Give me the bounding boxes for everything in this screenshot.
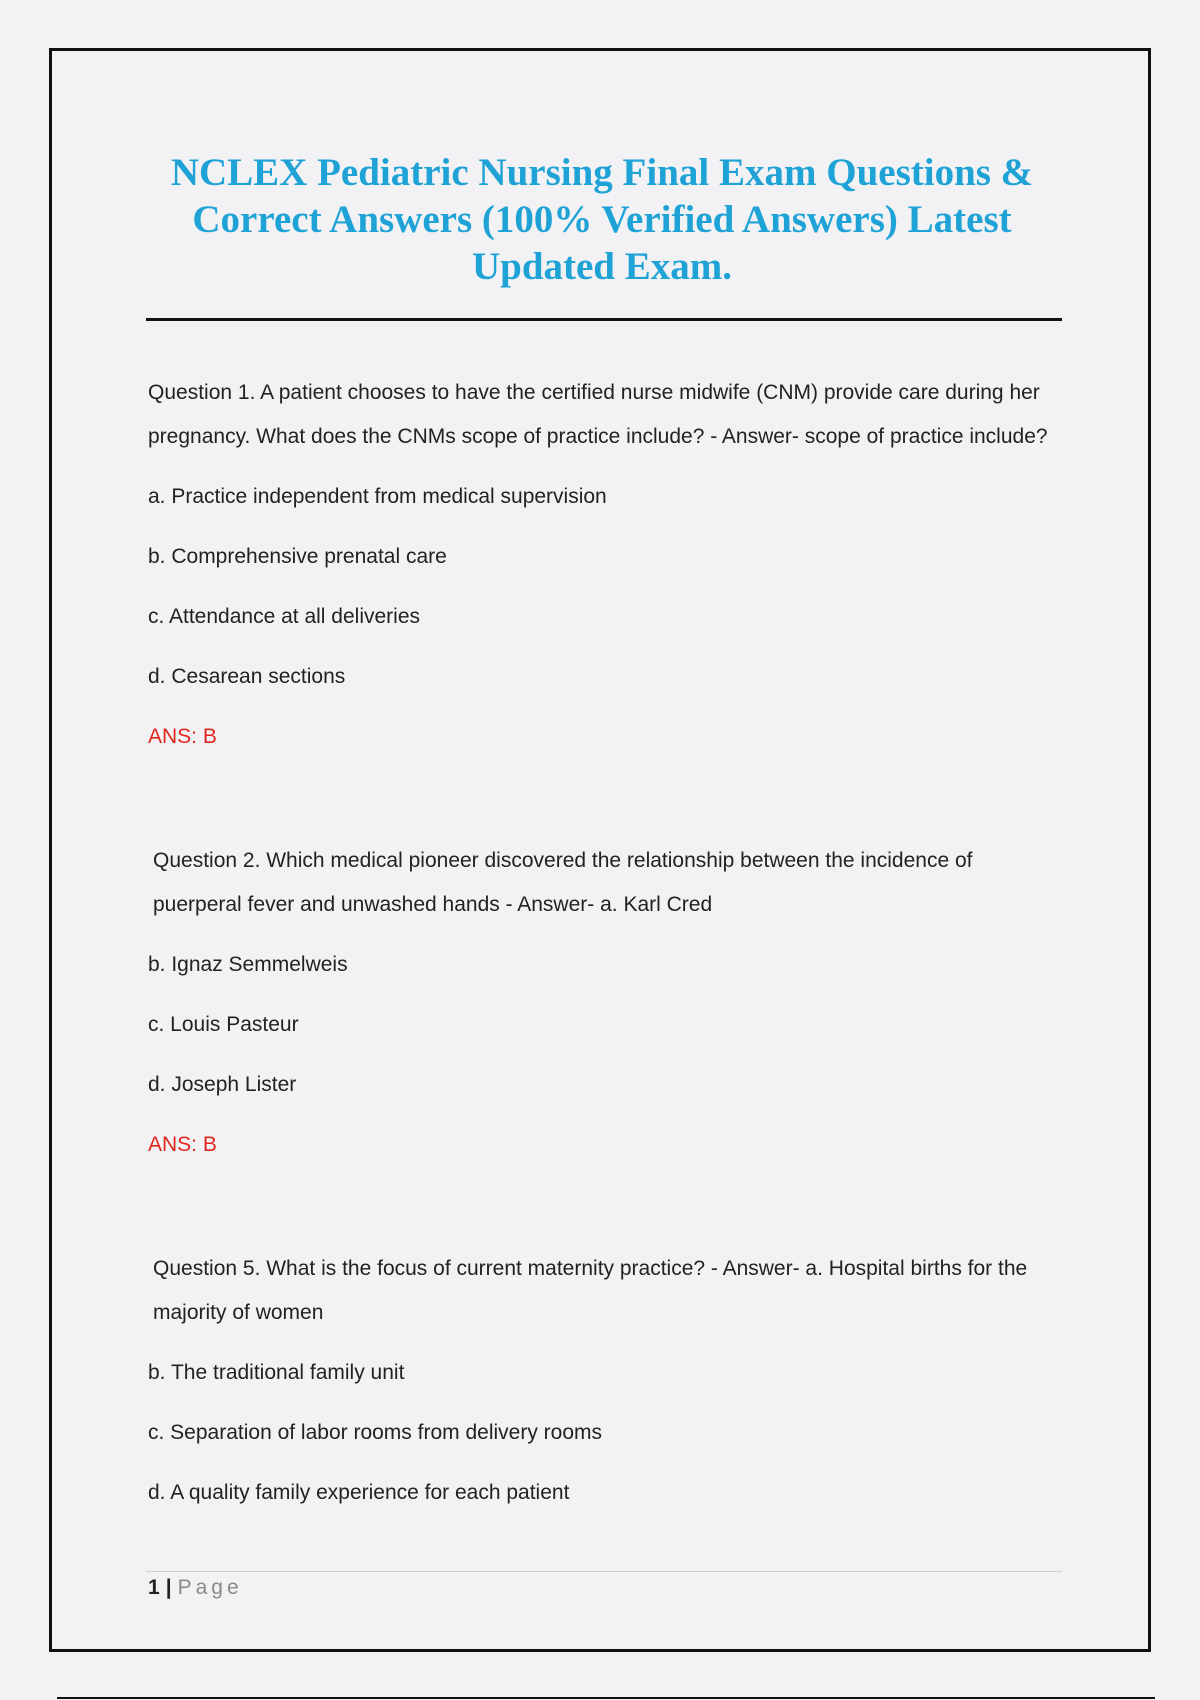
question-block: [148, 1247, 1064, 1515]
answer-option: d. Joseph Lister: [148, 1073, 297, 1096]
answer-option: c. Louis Pasteur: [148, 1013, 299, 1036]
footer-separator: |: [165, 1576, 172, 1599]
title-divider: [146, 318, 1062, 321]
question-text: Question 2. Which medical pioneer discovered the relationship between the incidence of puerperal fever and unwashed hands - Answer- a. Karl Cred: [153, 849, 973, 916]
document-title: NCLEX Pediatric Nursing Final Exam Questions & Correct Answers (100% Verified Answers) Latest Updated Exam.: [170, 151, 1034, 288]
answer-option: c. Separation of labor rooms from delivery rooms: [148, 1421, 603, 1444]
correct-answer: ANS: B: [148, 725, 217, 748]
question-block: [148, 371, 1064, 759]
page-label: Page: [177, 1576, 243, 1599]
answer-option: c. Attendance at all deliveries: [148, 605, 420, 628]
spacer: [148, 1167, 1064, 1247]
next-page-edge: [57, 1697, 1155, 1699]
document-page: [49, 48, 1151, 1652]
answer-option: d. A quality family experience for each patient: [148, 1481, 570, 1504]
page-number: 1: [148, 1576, 160, 1599]
answer-option: a. Practice independent from medical supervision: [148, 485, 607, 508]
question-text: Question 5. What is the focus of current maternity practice? - Answer- a. Hospital births for the majority of women: [153, 1257, 1028, 1324]
spacer: [148, 759, 1064, 839]
answer-option: b. The traditional family unit: [148, 1361, 405, 1384]
question-block: [148, 839, 1064, 1167]
answer-option: d. Cesarean sections: [148, 665, 346, 688]
answer-option: b. Comprehensive prenatal care: [148, 545, 447, 568]
question-text: Question 1. A patient chooses to have the certified nurse midwife (CNM) provide care during her pregnancy. What does the CNMs scope of practice include? - Answer- scope of practice include?: [148, 381, 1048, 448]
page-footer: [148, 1576, 243, 1600]
footer-divider: [146, 1571, 1062, 1572]
questions-content: [148, 371, 1064, 1515]
correct-answer: ANS: B: [148, 1133, 217, 1156]
answer-option: b. Ignaz Semmelweis: [148, 953, 348, 976]
